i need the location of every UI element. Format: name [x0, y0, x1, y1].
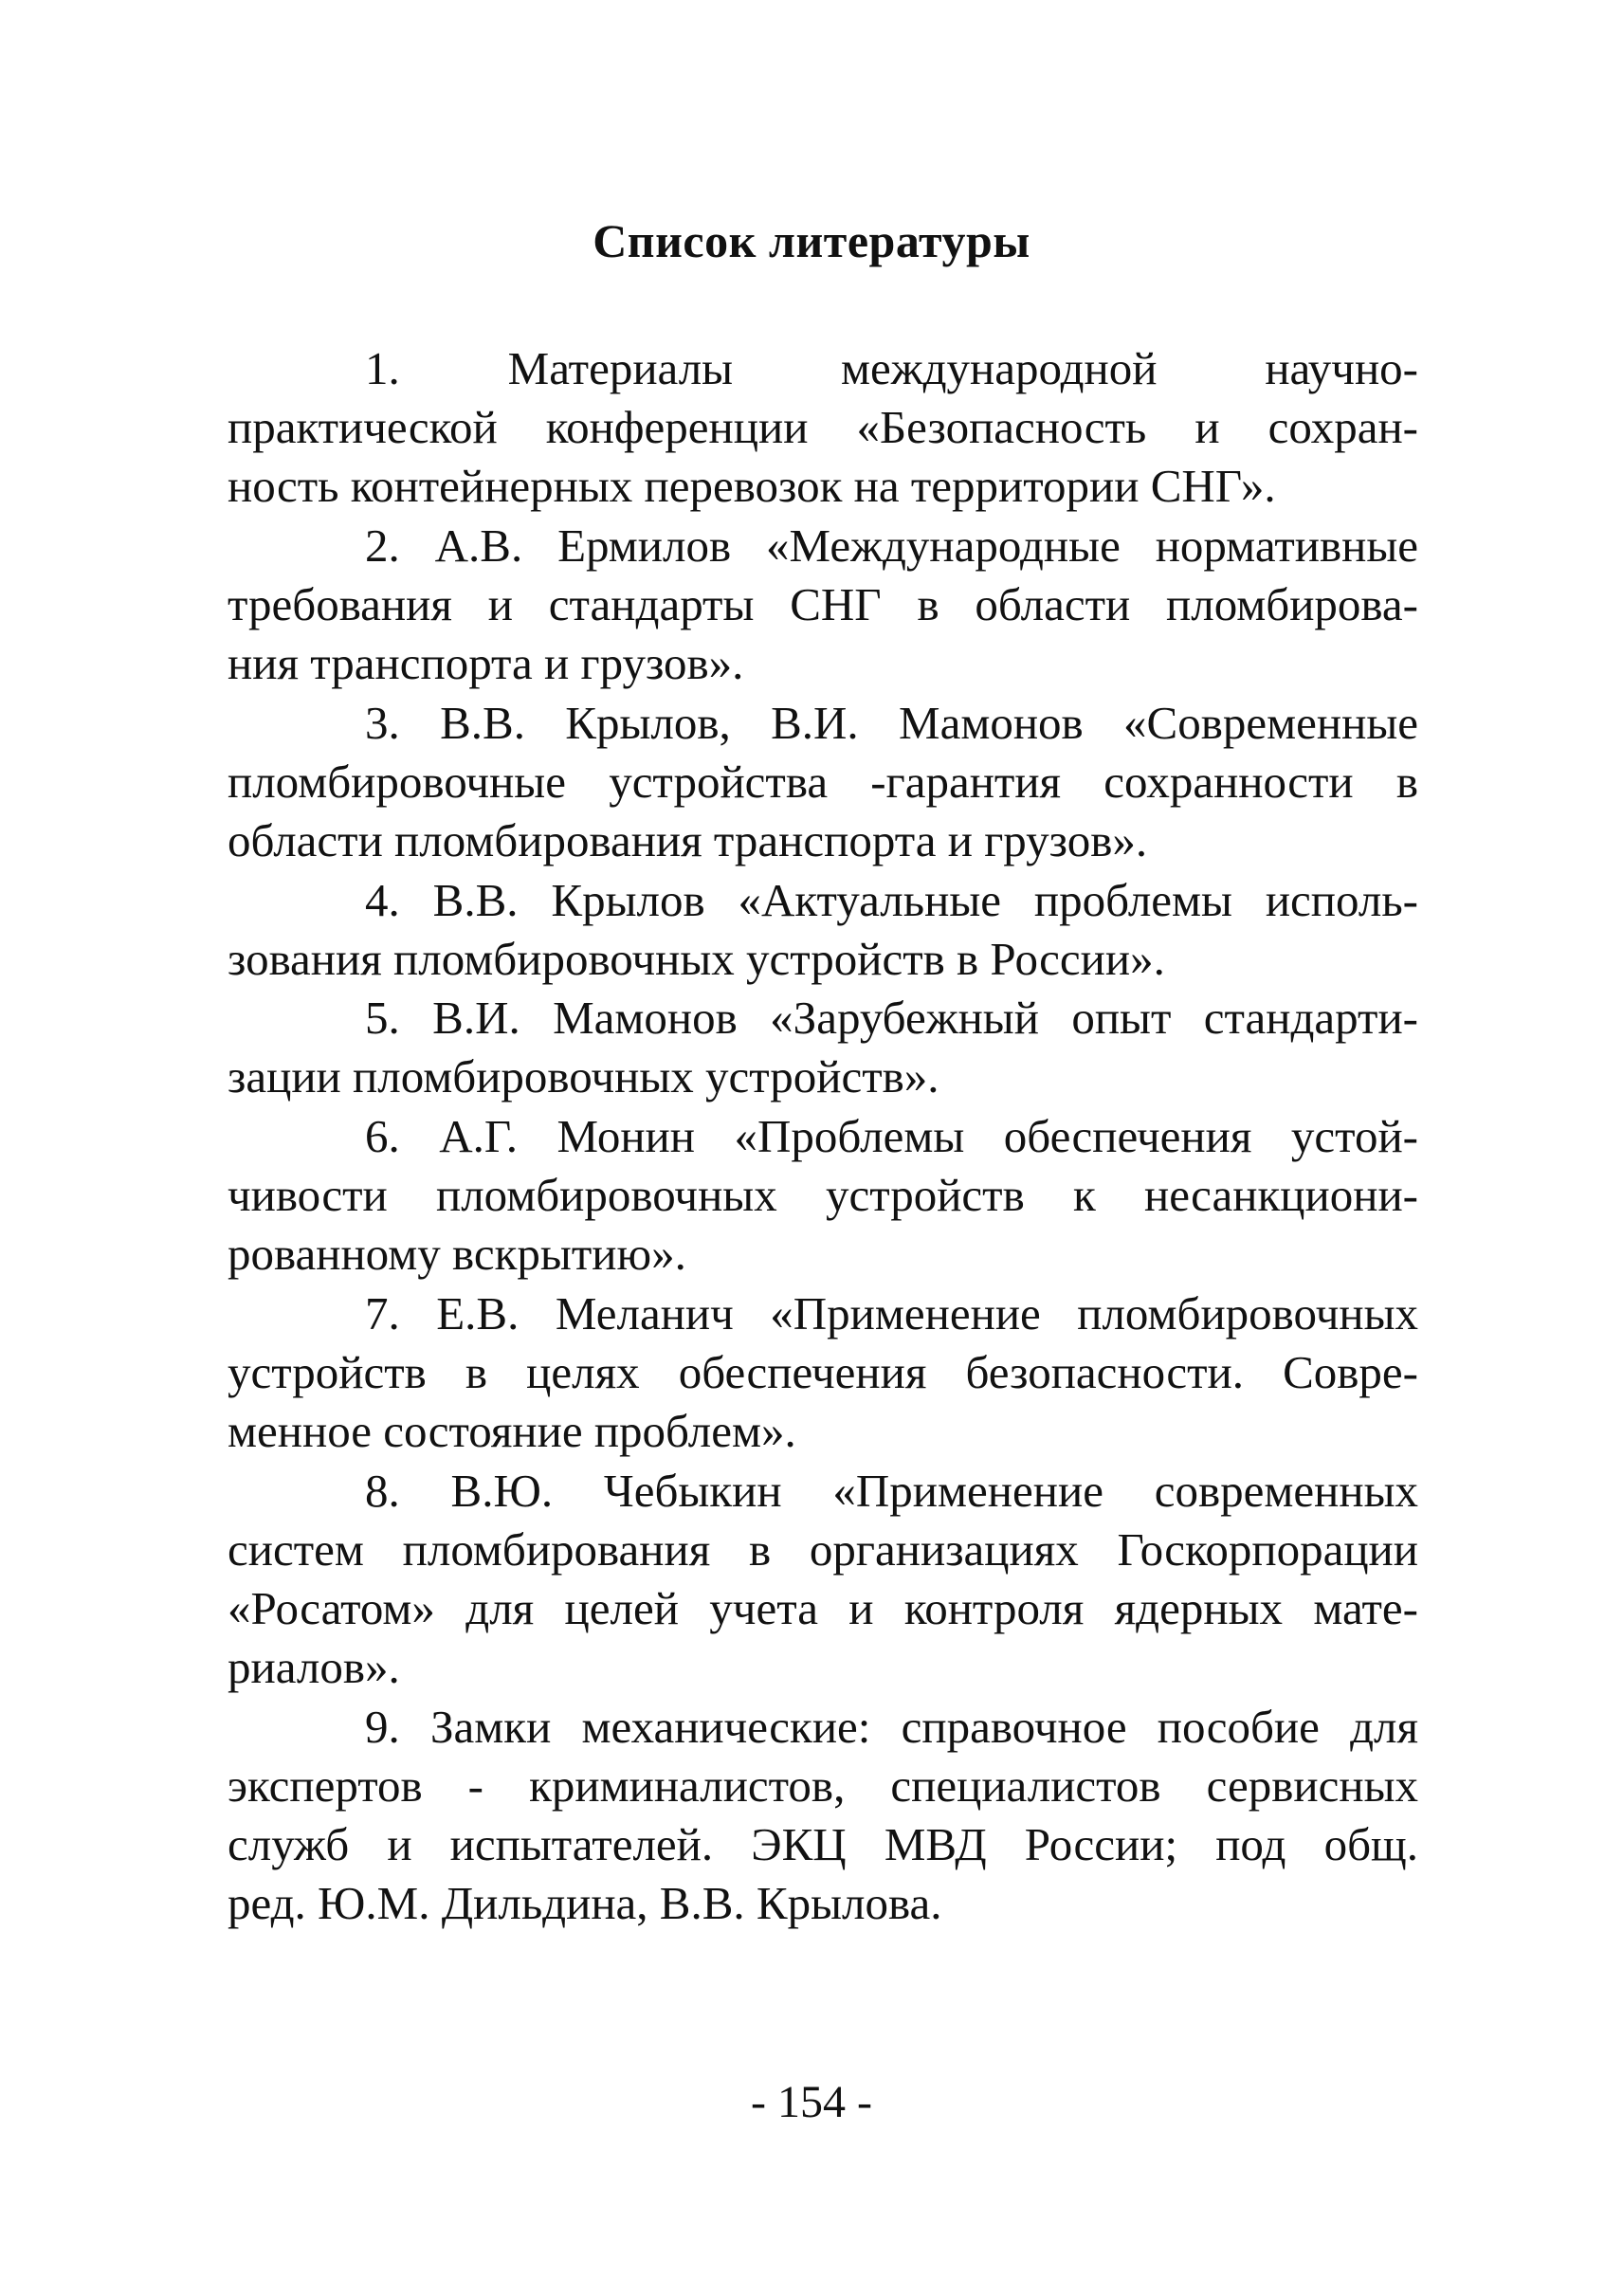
reference-line: области пломбирования транспорта и грузов». [228, 814, 1148, 866]
reference-line: зации пломбировочных устройств». [228, 1050, 939, 1102]
reference-line: зования пломбировочных устройств в России». [228, 933, 1165, 985]
reference-line: экспертов - криминалистов, специалистов сервисных [228, 1759, 1418, 1812]
reference-line: 2. А.В. Ермилов «Международные нормативные [365, 519, 1418, 572]
reference-line: 5. В.И. Мамонов «Зарубежный опыт стандарти- [365, 992, 1418, 1044]
reference-line: риалов». [228, 1641, 400, 1693]
reference-line: чивости пломбировочных устройств к несанкциони- [228, 1169, 1418, 1221]
reference-line: 1. Материалы международной научно- [365, 342, 1418, 394]
reference-line: практической конференции «Безопасность и сохран- [228, 401, 1418, 453]
reference-line: ред. Ю.М. Дильдина, В.В. Крылова. [228, 1877, 942, 1929]
reference-line: 6. А.Г. Монин «Проблемы обеспечения устой- [365, 1110, 1418, 1162]
reference-line: ность контейнерных перевозок на территории СНГ». [228, 460, 1276, 512]
reference-line: служб и испытателей. ЭКЦ МВД России; под общ. [228, 1818, 1418, 1870]
reference-line: устройств в целях обеспечения безопасности. Совре- [228, 1346, 1418, 1398]
reference-line: 7. Е.В. Меланич «Применение пломбировочных [365, 1287, 1418, 1339]
reference-line: систем пломбирования в организациях Госкорпорации [228, 1523, 1418, 1576]
page-number: - 154 - [751, 2077, 872, 2127]
reference-line: 4. В.В. Крылов «Актуальные проблемы исполь- [365, 874, 1418, 926]
reference-line: требования и стандарты СНГ в области пломбирова- [228, 578, 1418, 630]
reference-line: 8. В.Ю. Чебыкин «Применение современных [365, 1465, 1418, 1517]
reference-line: 9. Замки механические: справочное пособие для [365, 1701, 1418, 1753]
reference-line: рованному вскрытию». [228, 1228, 686, 1280]
reference-line: пломбировочные устройства -гарантия сохранности в [228, 756, 1418, 808]
reference-line: ния транспорта и грузов». [228, 637, 744, 689]
reference-line: 3. В.В. Крылов, В.И. Мамонов «Современные [365, 697, 1418, 749]
page-title: Список литературы [593, 214, 1030, 267]
reference-line: «Росатом» для целей учета и контроля ядерных мате- [228, 1582, 1418, 1634]
reference-line: менное состояние проблем». [228, 1405, 796, 1457]
